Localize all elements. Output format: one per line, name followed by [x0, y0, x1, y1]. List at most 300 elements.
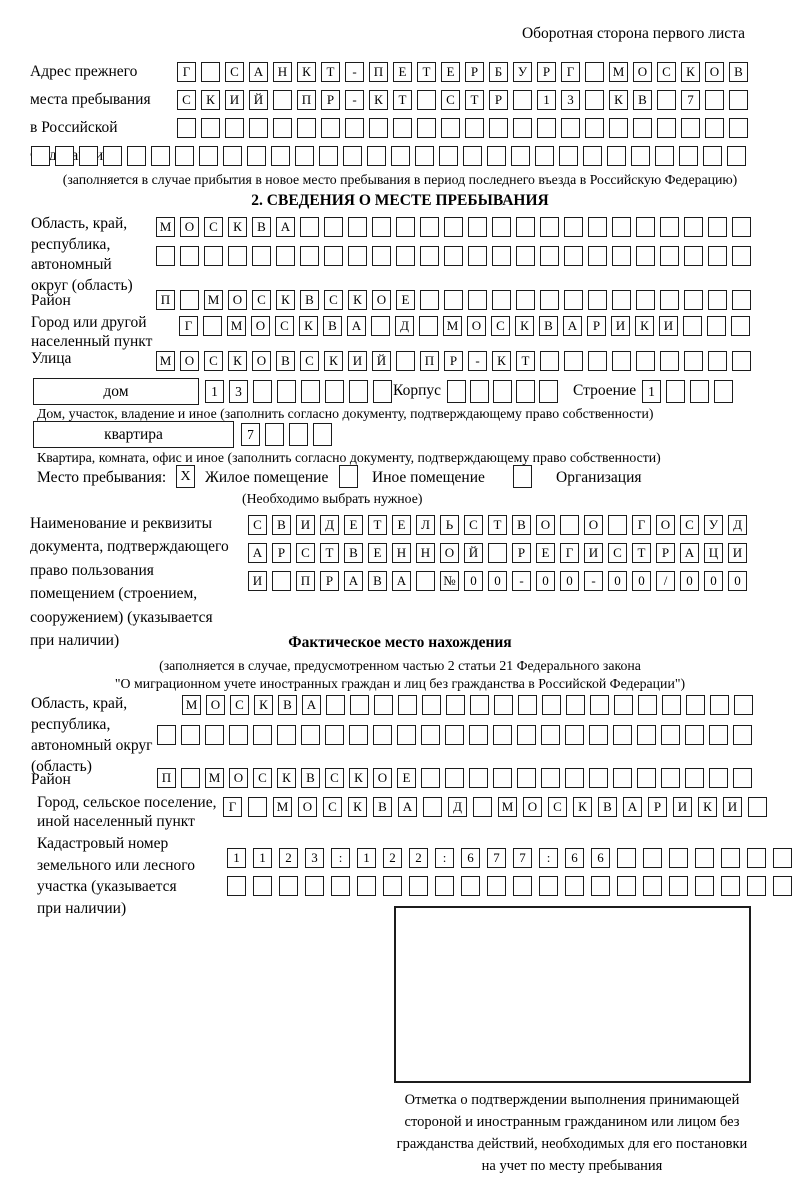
- char-cell[interactable]: О: [252, 351, 271, 371]
- char-cell[interactable]: [614, 695, 633, 715]
- char-cell[interactable]: С: [275, 316, 294, 336]
- char-cell[interactable]: С: [657, 62, 676, 82]
- char-cell[interactable]: [420, 290, 439, 310]
- char-cell[interactable]: С: [248, 515, 267, 535]
- char-cell[interactable]: И: [728, 543, 747, 563]
- char-cell[interactable]: [690, 380, 709, 403]
- char-cell[interactable]: 6: [461, 848, 480, 868]
- char-cell[interactable]: [228, 246, 247, 266]
- char-cell[interactable]: О: [633, 62, 652, 82]
- char-cell[interactable]: [223, 146, 242, 166]
- char-cell[interactable]: А: [344, 571, 363, 591]
- char-cell[interactable]: -: [468, 351, 487, 371]
- char-cell[interactable]: К: [277, 768, 296, 788]
- char-cell[interactable]: [397, 725, 416, 745]
- char-cell[interactable]: Г: [179, 316, 198, 336]
- char-cell[interactable]: [468, 246, 487, 266]
- char-cell[interactable]: [583, 146, 602, 166]
- char-cell[interactable]: [225, 118, 244, 138]
- char-cell[interactable]: 2: [409, 848, 428, 868]
- char-cell[interactable]: [253, 876, 272, 896]
- char-cell[interactable]: [301, 380, 320, 403]
- char-cell[interactable]: [705, 118, 724, 138]
- char-cell[interactable]: [511, 146, 530, 166]
- char-cell[interactable]: Г: [560, 543, 579, 563]
- char-cell[interactable]: [300, 246, 319, 266]
- char-cell[interactable]: [253, 380, 272, 403]
- char-cell[interactable]: [493, 380, 512, 403]
- char-cell[interactable]: 7: [513, 848, 532, 868]
- char-cell[interactable]: И: [723, 797, 742, 817]
- char-cell[interactable]: Е: [344, 515, 363, 535]
- char-cell[interactable]: [541, 768, 560, 788]
- char-cell[interactable]: 1: [537, 90, 556, 110]
- char-cell[interactable]: [732, 217, 751, 237]
- char-cell[interactable]: Г: [632, 515, 651, 535]
- char-cell[interactable]: [252, 246, 271, 266]
- char-cell[interactable]: [564, 290, 583, 310]
- char-cell[interactable]: [703, 146, 722, 166]
- char-cell[interactable]: 1: [642, 380, 661, 403]
- char-cell[interactable]: [396, 217, 415, 237]
- char-cell[interactable]: [181, 725, 200, 745]
- char-cell[interactable]: 1: [205, 380, 224, 403]
- char-cell[interactable]: :: [331, 848, 350, 868]
- char-cell[interactable]: 1: [253, 848, 272, 868]
- char-cell[interactable]: К: [299, 316, 318, 336]
- char-cell[interactable]: А: [302, 695, 321, 715]
- char-cell[interactable]: К: [369, 90, 388, 110]
- char-cell[interactable]: [265, 423, 284, 446]
- char-cell[interactable]: О: [229, 768, 248, 788]
- char-cell[interactable]: [445, 725, 464, 745]
- char-cell[interactable]: П: [420, 351, 439, 371]
- char-cell[interactable]: [398, 695, 417, 715]
- char-cell[interactable]: [565, 768, 584, 788]
- char-cell[interactable]: К: [228, 217, 247, 237]
- char-cell[interactable]: 6: [565, 848, 584, 868]
- char-cell[interactable]: [540, 217, 559, 237]
- char-cell[interactable]: [373, 380, 392, 403]
- char-cell[interactable]: [79, 146, 98, 166]
- char-cell[interactable]: [420, 217, 439, 237]
- char-cell[interactable]: 0: [488, 571, 507, 591]
- char-cell[interactable]: [461, 876, 480, 896]
- char-cell[interactable]: [301, 725, 320, 745]
- char-cell[interactable]: [708, 351, 727, 371]
- char-cell[interactable]: П: [369, 62, 388, 82]
- char-cell[interactable]: [727, 146, 746, 166]
- char-cell[interactable]: О: [705, 62, 724, 82]
- char-cell[interactable]: О: [467, 316, 486, 336]
- char-cell[interactable]: [660, 217, 679, 237]
- char-cell[interactable]: С: [323, 797, 342, 817]
- char-cell[interactable]: 7: [681, 90, 700, 110]
- char-cell[interactable]: К: [492, 351, 511, 371]
- char-cell[interactable]: 3: [229, 380, 248, 403]
- char-cell[interactable]: С: [324, 290, 343, 310]
- char-cell[interactable]: [732, 246, 751, 266]
- char-cell[interactable]: Е: [392, 515, 411, 535]
- char-cell[interactable]: О: [373, 768, 392, 788]
- char-cell[interactable]: [585, 118, 604, 138]
- char-cell[interactable]: М: [609, 62, 628, 82]
- char-cell[interactable]: Г: [223, 797, 242, 817]
- char-cell[interactable]: [541, 725, 560, 745]
- char-cell[interactable]: Р: [444, 351, 463, 371]
- char-cell[interactable]: [729, 90, 748, 110]
- char-cell[interactable]: [733, 725, 752, 745]
- char-cell[interactable]: [55, 146, 74, 166]
- char-cell[interactable]: [420, 246, 439, 266]
- char-cell[interactable]: О: [228, 290, 247, 310]
- char-cell[interactable]: [253, 725, 272, 745]
- char-cell[interactable]: П: [296, 571, 315, 591]
- char-cell[interactable]: [279, 876, 298, 896]
- char-cell[interactable]: 0: [728, 571, 747, 591]
- char-cell[interactable]: [612, 351, 631, 371]
- char-cell[interactable]: [662, 695, 681, 715]
- char-cell[interactable]: [588, 290, 607, 310]
- char-cell[interactable]: К: [681, 62, 700, 82]
- char-cell[interactable]: [516, 246, 535, 266]
- char-cell[interactable]: С: [253, 768, 272, 788]
- char-cell[interactable]: В: [373, 797, 392, 817]
- char-cell[interactable]: С: [325, 768, 344, 788]
- char-cell[interactable]: [156, 246, 175, 266]
- char-cell[interactable]: Е: [396, 290, 415, 310]
- char-cell[interactable]: С: [252, 290, 271, 310]
- char-cell[interactable]: Д: [395, 316, 414, 336]
- char-cell[interactable]: [489, 118, 508, 138]
- char-cell[interactable]: К: [348, 797, 367, 817]
- char-cell[interactable]: [396, 351, 415, 371]
- char-cell[interactable]: [773, 848, 792, 868]
- char-cell[interactable]: [685, 768, 704, 788]
- char-cell[interactable]: М: [273, 797, 292, 817]
- char-cell[interactable]: [588, 351, 607, 371]
- char-cell[interactable]: [487, 876, 506, 896]
- char-cell[interactable]: [205, 725, 224, 745]
- char-cell[interactable]: [684, 217, 703, 237]
- char-cell[interactable]: /: [656, 571, 675, 591]
- char-cell[interactable]: Е: [536, 543, 555, 563]
- char-cell[interactable]: [773, 876, 792, 896]
- char-cell[interactable]: Р: [272, 543, 291, 563]
- char-cell[interactable]: [463, 146, 482, 166]
- char-cell[interactable]: 0: [704, 571, 723, 591]
- char-cell[interactable]: [393, 118, 412, 138]
- char-cell[interactable]: [492, 290, 511, 310]
- char-cell[interactable]: Ц: [704, 543, 723, 563]
- char-cell[interactable]: [747, 848, 766, 868]
- char-cell[interactable]: [714, 380, 733, 403]
- char-cell[interactable]: [305, 876, 324, 896]
- char-cell[interactable]: [617, 876, 636, 896]
- char-cell[interactable]: В: [598, 797, 617, 817]
- char-cell[interactable]: 7: [241, 423, 260, 446]
- char-cell[interactable]: [493, 768, 512, 788]
- char-cell[interactable]: [517, 768, 536, 788]
- char-cell[interactable]: [588, 246, 607, 266]
- char-cell[interactable]: Т: [368, 515, 387, 535]
- char-cell[interactable]: Е: [393, 62, 412, 82]
- char-cell[interactable]: [325, 380, 344, 403]
- char-cell[interactable]: П: [297, 90, 316, 110]
- char-cell[interactable]: [470, 695, 489, 715]
- char-cell[interactable]: Н: [392, 543, 411, 563]
- char-cell[interactable]: А: [248, 543, 267, 563]
- char-cell[interactable]: 0: [680, 571, 699, 591]
- char-cell[interactable]: [416, 571, 435, 591]
- char-cell[interactable]: [684, 351, 703, 371]
- char-cell[interactable]: [542, 695, 561, 715]
- char-cell[interactable]: [657, 118, 676, 138]
- char-cell[interactable]: [631, 146, 650, 166]
- char-cell[interactable]: Р: [512, 543, 531, 563]
- char-cell[interactable]: А: [392, 571, 411, 591]
- char-cell[interactable]: [565, 876, 584, 896]
- char-cell[interactable]: [348, 246, 367, 266]
- char-cell[interactable]: В: [301, 768, 320, 788]
- char-cell[interactable]: О: [180, 351, 199, 371]
- char-cell[interactable]: [591, 876, 610, 896]
- char-cell[interactable]: Л: [416, 515, 435, 535]
- char-cell[interactable]: [396, 246, 415, 266]
- char-cell[interactable]: [540, 290, 559, 310]
- char-cell[interactable]: С: [300, 351, 319, 371]
- char-cell[interactable]: Б: [489, 62, 508, 82]
- char-cell[interactable]: [441, 118, 460, 138]
- char-cell[interactable]: [157, 725, 176, 745]
- char-cell[interactable]: К: [324, 351, 343, 371]
- char-cell[interactable]: М: [156, 351, 175, 371]
- char-cell[interactable]: [229, 725, 248, 745]
- char-cell[interactable]: К: [349, 768, 368, 788]
- char-cell[interactable]: С: [680, 515, 699, 535]
- char-cell[interactable]: [492, 217, 511, 237]
- char-cell[interactable]: Т: [488, 515, 507, 535]
- char-cell[interactable]: А: [623, 797, 642, 817]
- char-cell[interactable]: [201, 62, 220, 82]
- char-cell[interactable]: [729, 118, 748, 138]
- char-cell[interactable]: [608, 515, 627, 535]
- char-cell[interactable]: [345, 118, 364, 138]
- char-cell[interactable]: -: [345, 62, 364, 82]
- char-cell[interactable]: В: [368, 571, 387, 591]
- char-cell[interactable]: [325, 725, 344, 745]
- char-cell[interactable]: М: [156, 217, 175, 237]
- char-cell[interactable]: О: [372, 290, 391, 310]
- char-cell[interactable]: [199, 146, 218, 166]
- char-cell[interactable]: [204, 246, 223, 266]
- char-cell[interactable]: К: [254, 695, 273, 715]
- char-cell[interactable]: Р: [321, 90, 340, 110]
- char-cell[interactable]: [661, 768, 680, 788]
- char-cell[interactable]: [348, 217, 367, 237]
- char-cell[interactable]: К: [201, 90, 220, 110]
- char-cell[interactable]: [445, 768, 464, 788]
- char-cell[interactable]: [734, 695, 753, 715]
- char-cell[interactable]: А: [398, 797, 417, 817]
- char-cell[interactable]: [321, 118, 340, 138]
- char-cell[interactable]: Д: [448, 797, 467, 817]
- char-cell[interactable]: Г: [177, 62, 196, 82]
- char-cell[interactable]: [444, 246, 463, 266]
- char-cell[interactable]: К: [348, 290, 367, 310]
- char-cell[interactable]: А: [347, 316, 366, 336]
- char-cell[interactable]: И: [296, 515, 315, 535]
- char-cell[interactable]: [277, 725, 296, 745]
- char-cell[interactable]: [103, 146, 122, 166]
- char-cell[interactable]: И: [348, 351, 367, 371]
- char-cell[interactable]: С: [230, 695, 249, 715]
- char-cell[interactable]: Р: [465, 62, 484, 82]
- char-cell[interactable]: К: [609, 90, 628, 110]
- char-cell[interactable]: [273, 90, 292, 110]
- char-cell[interactable]: [444, 290, 463, 310]
- char-cell[interactable]: Р: [320, 571, 339, 591]
- char-cell[interactable]: [465, 118, 484, 138]
- char-cell[interactable]: Г: [561, 62, 580, 82]
- char-cell[interactable]: Т: [465, 90, 484, 110]
- char-cell[interactable]: [585, 62, 604, 82]
- char-cell[interactable]: Т: [632, 543, 651, 563]
- char-cell[interactable]: [733, 768, 752, 788]
- char-cell[interactable]: [493, 725, 512, 745]
- char-cell[interactable]: [444, 217, 463, 237]
- char-cell[interactable]: В: [344, 543, 363, 563]
- char-cell[interactable]: [372, 217, 391, 237]
- char-cell[interactable]: К: [573, 797, 592, 817]
- char-cell[interactable]: 0: [560, 571, 579, 591]
- char-cell[interactable]: Р: [648, 797, 667, 817]
- char-cell[interactable]: [513, 876, 532, 896]
- char-cell[interactable]: Р: [537, 62, 556, 82]
- char-cell[interactable]: [747, 876, 766, 896]
- char-cell[interactable]: Т: [417, 62, 436, 82]
- char-cell[interactable]: [709, 768, 728, 788]
- char-cell[interactable]: [617, 848, 636, 868]
- stay-type-checkbox-organization[interactable]: [513, 465, 532, 488]
- char-cell[interactable]: 1: [357, 848, 376, 868]
- char-cell[interactable]: Т: [516, 351, 535, 371]
- char-cell[interactable]: [669, 876, 688, 896]
- char-cell[interactable]: [417, 90, 436, 110]
- char-cell[interactable]: 3: [561, 90, 580, 110]
- char-cell[interactable]: [657, 90, 676, 110]
- char-cell[interactable]: И: [584, 543, 603, 563]
- char-cell[interactable]: И: [659, 316, 678, 336]
- char-cell[interactable]: [271, 146, 290, 166]
- char-cell[interactable]: С: [204, 217, 223, 237]
- char-cell[interactable]: [708, 217, 727, 237]
- char-cell[interactable]: [585, 90, 604, 110]
- char-cell[interactable]: [417, 118, 436, 138]
- char-cell[interactable]: Е: [397, 768, 416, 788]
- char-cell[interactable]: М: [498, 797, 517, 817]
- stay-type-checkbox-residential[interactable]: X: [176, 465, 195, 488]
- char-cell[interactable]: [607, 146, 626, 166]
- char-cell[interactable]: К: [698, 797, 717, 817]
- char-cell[interactable]: В: [276, 351, 295, 371]
- char-cell[interactable]: М: [205, 768, 224, 788]
- char-cell[interactable]: [535, 146, 554, 166]
- char-cell[interactable]: С: [464, 515, 483, 535]
- char-cell[interactable]: [566, 695, 585, 715]
- char-cell[interactable]: 2: [383, 848, 402, 868]
- char-cell[interactable]: [540, 351, 559, 371]
- char-cell[interactable]: [540, 246, 559, 266]
- char-cell[interactable]: Е: [368, 543, 387, 563]
- char-cell[interactable]: [201, 118, 220, 138]
- char-cell[interactable]: [391, 146, 410, 166]
- char-cell[interactable]: [517, 725, 536, 745]
- char-cell[interactable]: [180, 246, 199, 266]
- char-cell[interactable]: [686, 695, 705, 715]
- char-cell[interactable]: С: [177, 90, 196, 110]
- char-cell[interactable]: [276, 246, 295, 266]
- char-cell[interactable]: К: [228, 351, 247, 371]
- char-cell[interactable]: 0: [464, 571, 483, 591]
- char-cell[interactable]: О: [440, 543, 459, 563]
- char-cell[interactable]: [721, 848, 740, 868]
- char-cell[interactable]: А: [276, 217, 295, 237]
- char-cell[interactable]: [415, 146, 434, 166]
- char-cell[interactable]: И: [225, 90, 244, 110]
- char-cell[interactable]: [695, 848, 714, 868]
- char-cell[interactable]: [272, 571, 291, 591]
- char-cell[interactable]: [513, 118, 532, 138]
- char-cell[interactable]: К: [635, 316, 654, 336]
- char-cell[interactable]: [708, 290, 727, 310]
- char-cell[interactable]: М: [443, 316, 462, 336]
- char-cell[interactable]: [331, 876, 350, 896]
- char-cell[interactable]: К: [297, 62, 316, 82]
- char-cell[interactable]: 6: [591, 848, 610, 868]
- char-cell[interactable]: 0: [632, 571, 651, 591]
- char-cell[interactable]: [681, 118, 700, 138]
- char-cell[interactable]: -: [584, 571, 603, 591]
- char-cell[interactable]: И: [248, 571, 267, 591]
- char-cell[interactable]: 2: [279, 848, 298, 868]
- char-cell[interactable]: [367, 146, 386, 166]
- char-cell[interactable]: [175, 146, 194, 166]
- char-cell[interactable]: О: [523, 797, 542, 817]
- char-cell[interactable]: [181, 768, 200, 788]
- char-cell[interactable]: [248, 797, 267, 817]
- char-cell[interactable]: Й: [372, 351, 391, 371]
- char-cell[interactable]: С: [204, 351, 223, 371]
- char-cell[interactable]: -: [345, 90, 364, 110]
- char-cell[interactable]: О: [180, 217, 199, 237]
- char-cell[interactable]: [660, 290, 679, 310]
- char-cell[interactable]: [609, 118, 628, 138]
- char-cell[interactable]: [319, 146, 338, 166]
- char-cell[interactable]: П: [157, 768, 176, 788]
- char-cell[interactable]: С: [225, 62, 244, 82]
- char-cell[interactable]: [289, 423, 308, 446]
- char-cell[interactable]: [516, 380, 535, 403]
- char-cell[interactable]: [324, 246, 343, 266]
- char-cell[interactable]: [473, 797, 492, 817]
- char-cell[interactable]: [708, 246, 727, 266]
- char-cell[interactable]: [589, 725, 608, 745]
- char-cell[interactable]: [564, 246, 583, 266]
- char-cell[interactable]: [421, 725, 440, 745]
- char-cell[interactable]: [324, 217, 343, 237]
- char-cell[interactable]: В: [252, 217, 271, 237]
